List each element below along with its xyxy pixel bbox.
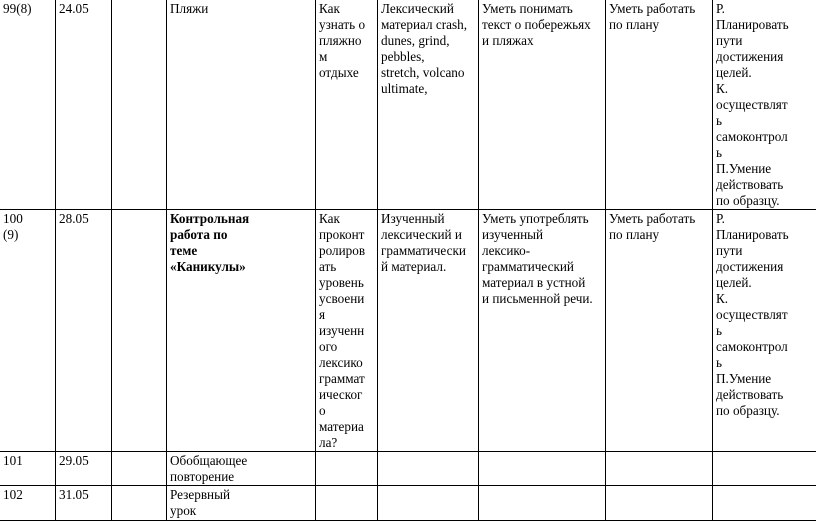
plan-skill-cell bbox=[606, 486, 713, 521]
lesson-material: Изученный лексический и грамматически й материал. bbox=[381, 211, 466, 274]
uud-cell bbox=[713, 452, 816, 486]
lesson-goal-cell bbox=[316, 210, 378, 452]
subject-skill: Уметь понимать текст о побережьях и пляжах bbox=[482, 1, 591, 48]
lesson-date: 29.05 bbox=[59, 453, 89, 468]
lesson-material-cell bbox=[378, 0, 479, 210]
uud: Р. Планировать пути достижения целей. К. осуществлят ь самоконтрол ь П.Умение действовать по образцу. bbox=[716, 211, 789, 418]
lesson-number-cell bbox=[0, 452, 56, 486]
lesson-number: 101 bbox=[3, 453, 23, 468]
subject-skill: Уметь употреблять изученный лексико- грамматический материал в устной и письменной речи. bbox=[482, 211, 593, 306]
table-row bbox=[0, 486, 816, 521]
uud-cell bbox=[713, 486, 816, 521]
plan-skill-cell bbox=[606, 210, 713, 452]
table-row bbox=[0, 210, 816, 452]
subject-skill-cell bbox=[479, 486, 606, 521]
subject-skill-cell bbox=[479, 210, 606, 452]
lesson-number-cell bbox=[0, 0, 56, 210]
uud: Р. Планировать пути достижения целей. К. осуществлят ь самоконтрол ь П.Умение действовать по образцу. bbox=[716, 1, 789, 208]
empty-cell bbox=[112, 0, 167, 210]
lesson-number: 102 bbox=[3, 487, 23, 502]
lesson-date-cell bbox=[56, 452, 112, 486]
lesson-topic-cell bbox=[167, 0, 316, 210]
lesson-material: Лексический материал crash, dunes, grind, pebbles, stretch, volcano ultimate, bbox=[381, 1, 468, 96]
uud-cell bbox=[713, 210, 816, 452]
lesson-material-cell bbox=[378, 486, 479, 521]
lesson-goal-cell bbox=[316, 452, 378, 486]
subject-skill-cell bbox=[479, 0, 606, 210]
lesson-topic: Контрольная работа по теме «Каникулы» bbox=[170, 211, 250, 274]
plan-skill: Уметь работать по плану bbox=[609, 211, 696, 242]
lesson-topic: Обобщающее повторение bbox=[170, 453, 248, 484]
lesson-date-cell bbox=[56, 0, 112, 210]
lesson-number-cell bbox=[0, 486, 56, 521]
uud-cell bbox=[713, 0, 816, 210]
empty-cell bbox=[112, 210, 167, 452]
empty-cell bbox=[112, 486, 167, 521]
table-row bbox=[0, 452, 816, 486]
lesson-date-cell bbox=[56, 210, 112, 452]
lesson-goal-cell bbox=[316, 0, 378, 210]
lesson-topic-cell bbox=[167, 452, 316, 486]
plan-skill: Уметь работать по плану bbox=[609, 1, 696, 32]
lesson-number-cell bbox=[0, 210, 56, 452]
lesson-date: 28.05 bbox=[59, 211, 89, 226]
empty-cell bbox=[112, 452, 167, 486]
lesson-topic: Пляжи bbox=[170, 1, 209, 16]
lesson-goal-cell bbox=[316, 486, 378, 521]
table-row bbox=[0, 0, 816, 210]
lesson-topic: Резервный урок bbox=[170, 487, 231, 518]
subject-skill-cell bbox=[479, 452, 606, 486]
lesson-date: 24.05 bbox=[59, 1, 89, 16]
lesson-date-cell bbox=[56, 486, 112, 521]
lesson-topic-cell bbox=[167, 486, 316, 521]
lesson-material-cell bbox=[378, 452, 479, 486]
lesson-topic-cell bbox=[167, 210, 316, 452]
plan-skill-cell bbox=[606, 0, 713, 210]
lesson-number: 100 (9) bbox=[3, 211, 23, 242]
lesson-goal: Как проконт ролиров ать уровень усвоени я изученн ого лексико граммат ическог о материа ла? bbox=[319, 211, 366, 450]
lesson-number: 99(8) bbox=[3, 1, 32, 16]
plan-skill-cell bbox=[606, 452, 713, 486]
lesson-goal: Как узнать о пляжно м отдыхе bbox=[319, 1, 366, 80]
lesson-material-cell bbox=[378, 210, 479, 452]
lesson-date: 31.05 bbox=[59, 487, 89, 502]
